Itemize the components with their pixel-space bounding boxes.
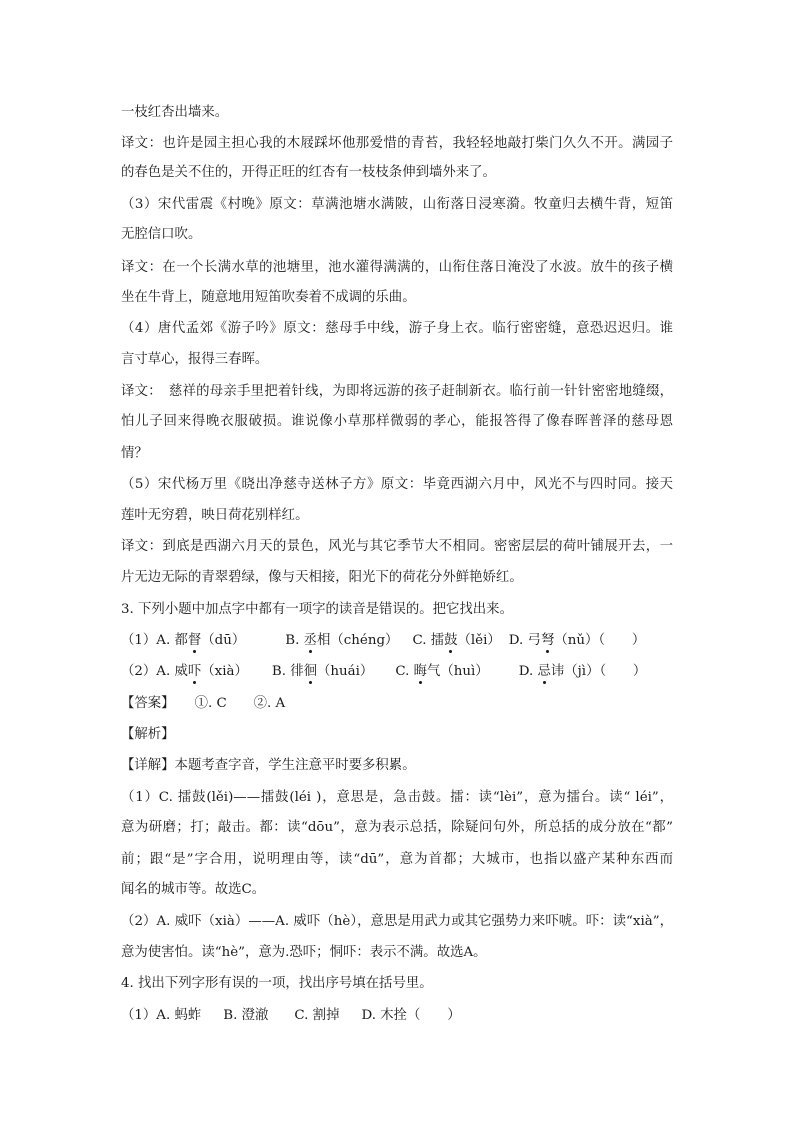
text-line: （3）宋代雷震《村晚》原文：草满池塘水满陂，山衔落日浸寒漪。牧童归去横牛背，短笛 [121, 197, 673, 212]
dotted-char: 丞 [303, 633, 318, 648]
detail-line: 【详解】本题考查字音，学生注意平时要多积累。 [121, 758, 416, 773]
dotted-char: 吓 [187, 664, 202, 679]
text-line: 译文：到底是西湖六月天的景色，风光与其它季节大不相同。密密层层的荷叶铺展开去，一 [121, 539, 673, 554]
text-line: 无腔信口吹。 [121, 227, 202, 242]
dotted-char: 晦 [413, 664, 427, 679]
option-c: C. 割掉 [294, 1008, 340, 1023]
text-line: （4）唐代孟郊《游子吟》原文：慈母手中线，游子身上衣。临行密密缝，意恐迟迟归。谁 [121, 321, 673, 336]
text-line: 译文： 慈祥的母亲手里把着针线，为即将远游的孩子赶制新衣。临行前一针针密密地缝缀， [121, 384, 673, 399]
dotted-char: 鼓 [444, 633, 458, 648]
question-3-title: 3. 下列小题中加点字中都有一项字的读音是错误的。把它找出来。 [121, 602, 513, 617]
question-4-title: 4. 找出下列字形有误的一项，找出序号填在括号里。 [121, 976, 433, 991]
text-line: 译文：也许是园主担心我的木屐踩坏他那爱惜的青苔，我轻轻地敲打柴门久久不开。满园子 [121, 136, 673, 151]
text-line: 的春色是关不住的，开得正旺的红杏有一枝枝条伸到墙外来了。 [121, 165, 496, 180]
text-line: 坐在牛背上，随意地用短笛吹奏着不成调的乐曲。 [121, 290, 416, 305]
detail-line: 前；跟“是”字合用，说明理由等，读“dū”，意为首都；大城市，也指以盛产某种东西而 [121, 852, 673, 867]
text-line: 片无边无际的青翠碧绿，像与天相接，阳光下的荷花分外鲜艳娇红。 [121, 570, 523, 585]
dotted-char: 徊 [303, 664, 318, 679]
text-line: 一枝红杏出墙来。 [121, 105, 229, 120]
option-b: B. 澄澈 [223, 1008, 269, 1023]
text-line: 译文：在一个长满水草的池塘里，池水灌得满满的，山衔住落日淹没了水波。放牛的孩子横 [121, 260, 673, 275]
question-3-row-2: （2）A. 威吓（xià） B. 徘徊（huái） C. 晦气（huì） D. 忌讳（jì）（ ） [121, 664, 647, 679]
text-line: 莲叶无穷碧，映日荷花别样红。 [121, 508, 309, 523]
text-line: 情？ [121, 446, 148, 461]
text-line: 怕儿子回来得晚衣服破损。谁说像小草那样微弱的孝心，能报答得了像春晖普泽的慈母恩 [121, 414, 673, 429]
option-d: D. 木拴（ ） [361, 1008, 461, 1023]
analysis-title: 【解析】 [121, 727, 175, 742]
detail-line: 闻名的城市等。故选C。 [121, 882, 266, 897]
answer-line: 【答案】 ①. C ②. A [121, 696, 286, 711]
question-4-options [121, 1007, 461, 1025]
dotted-char: 忌 [537, 664, 551, 679]
dotted-char: 弩 [540, 633, 555, 648]
dotted-char: 督 [187, 633, 202, 648]
option-a: （1）A. 蚂蚱 [121, 1008, 202, 1023]
text-line: （5）宋代杨万里《晓出净慈寺送林子方》原文：毕竟西湖六月中，风光不与四时同。接天 [121, 477, 673, 492]
detail-line: （2）A. 威吓（xià）——A. 威吓（hè），意思是用武力或其它强势力来吓唬。吓：读“xià”， [121, 914, 673, 929]
detail-line: 意为研磨；打；敲击。都：读“dōu”，意为表示总括，除疑问句外，所总括的成分放在“都” [121, 820, 673, 835]
detail-line: 意为使害怕。读“hè”，意为.恐吓；恫吓：表示不满。故选A。 [121, 945, 487, 960]
detail-line: （1）C. 擂鼓(lěi)——擂鼓(léi )，意思是，急击鼓。擂：读“lèi”，意为擂台。读“ léi”， [121, 790, 673, 805]
text-line: 言寸草心，报得三春晖。 [121, 352, 269, 367]
question-3-row-1: （1）A. 都督（dū） B. 丞相（chéng） C. 擂鼓（lěi） D. 弓弩（nǔ）（ ） [121, 633, 646, 648]
